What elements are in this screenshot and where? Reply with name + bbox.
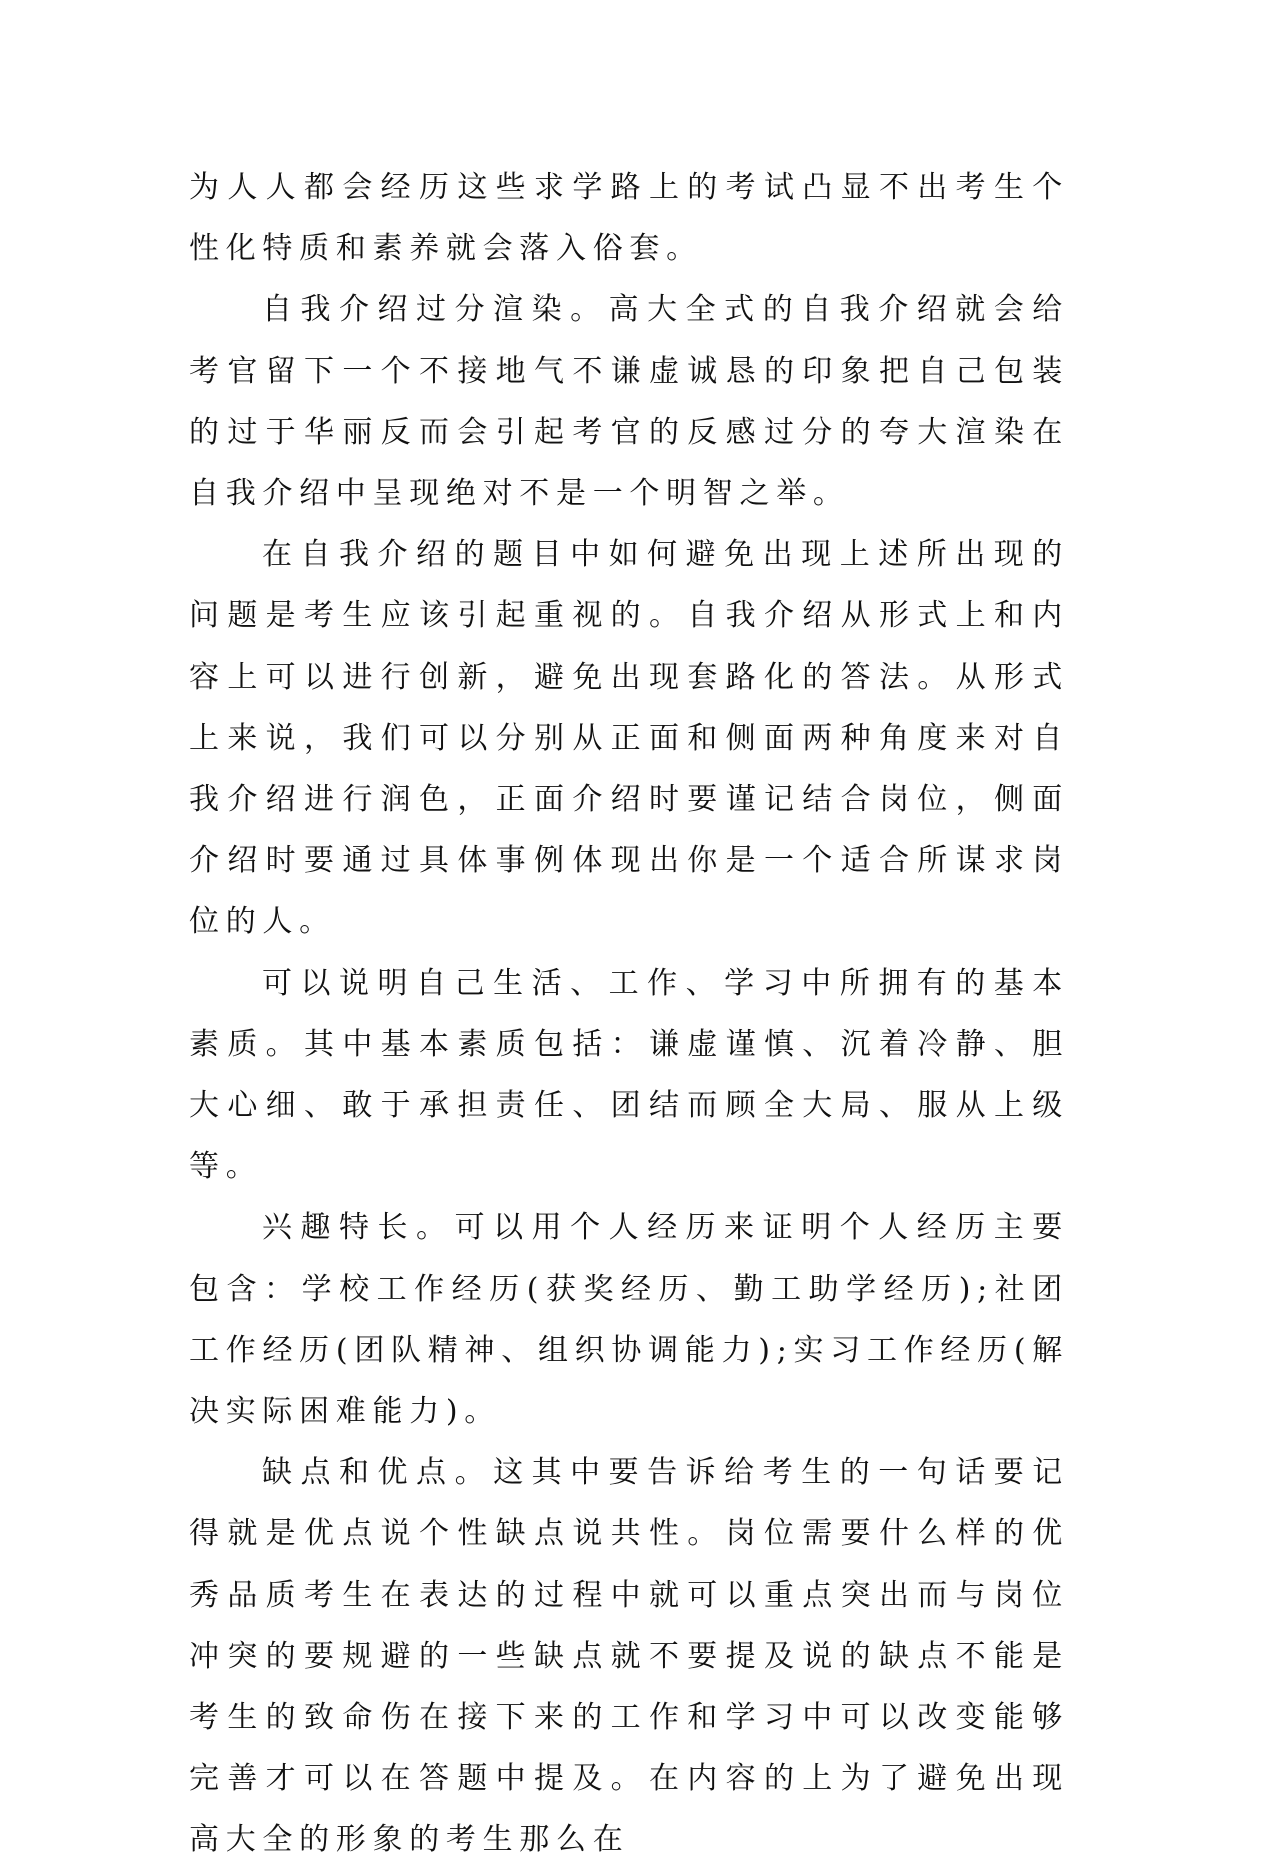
document-body bbox=[189, 157, 1069, 1871]
paragraph-strengths-weaknesses: 缺点和优点。这其中要告诉给考生的一句话要记得就是优点说个性缺点说共性。岗位需要什么样的优秀品质考生在表达的过程中就可以重点突出而与岗位冲突的要规避的一些缺点就不要提及说的缺点不能是考生的致命伤在接下来的工作和学习中可以改变能够完善才可以在答题中提及。在内容的上为了避免出现高大全的形象的考生那么在 bbox=[189, 1455, 1069, 1858]
paragraph-continuation: 为人人都会经历这些求学路上的考试凸显不出考生个性化特质和素养就会落入俗套。 bbox=[189, 170, 1069, 267]
paragraph-over-rendering: 自我介绍过分渲染。高大全式的自我介绍就会给考官留下一个不接地气不谦虚诚恳的印象把自己包装的过于华丽反而会引起考官的反感过分的夸大渲染在自我介绍中呈现绝对不是一个明智之举。 bbox=[189, 292, 1069, 512]
paragraph-interests: 兴趣特长。可以用个人经历来证明个人经历主要包含：学校工作经历(获奖经历、勤工助学经历);社团工作经历(团队精神、组织协调能力);实习工作经历(解决实际困难能力)。 bbox=[189, 1210, 1069, 1430]
paragraph-basic-qualities: 可以说明自己生活、工作、学习中所拥有的基本素质。其中基本素质包括：谦虚谨慎、沉着冷静、胆大心细、敢于承担责任、团结而顾全大局、服从上级等。 bbox=[189, 965, 1069, 1185]
paragraph-avoid-problems: 在自我介绍的题目中如何避免出现上述所出现的问题是考生应该引起重视的。自我介绍从形式上和内容上可以进行创新，避免出现套路化的答法。从形式上来说，我们可以分别从正面和侧面两种角度来对自我介绍进行润色，正面介绍时要谨记结合岗位，侧面介绍时要通过具体事例体现出你是一个适合所谋求岗位的人。 bbox=[189, 537, 1069, 940]
